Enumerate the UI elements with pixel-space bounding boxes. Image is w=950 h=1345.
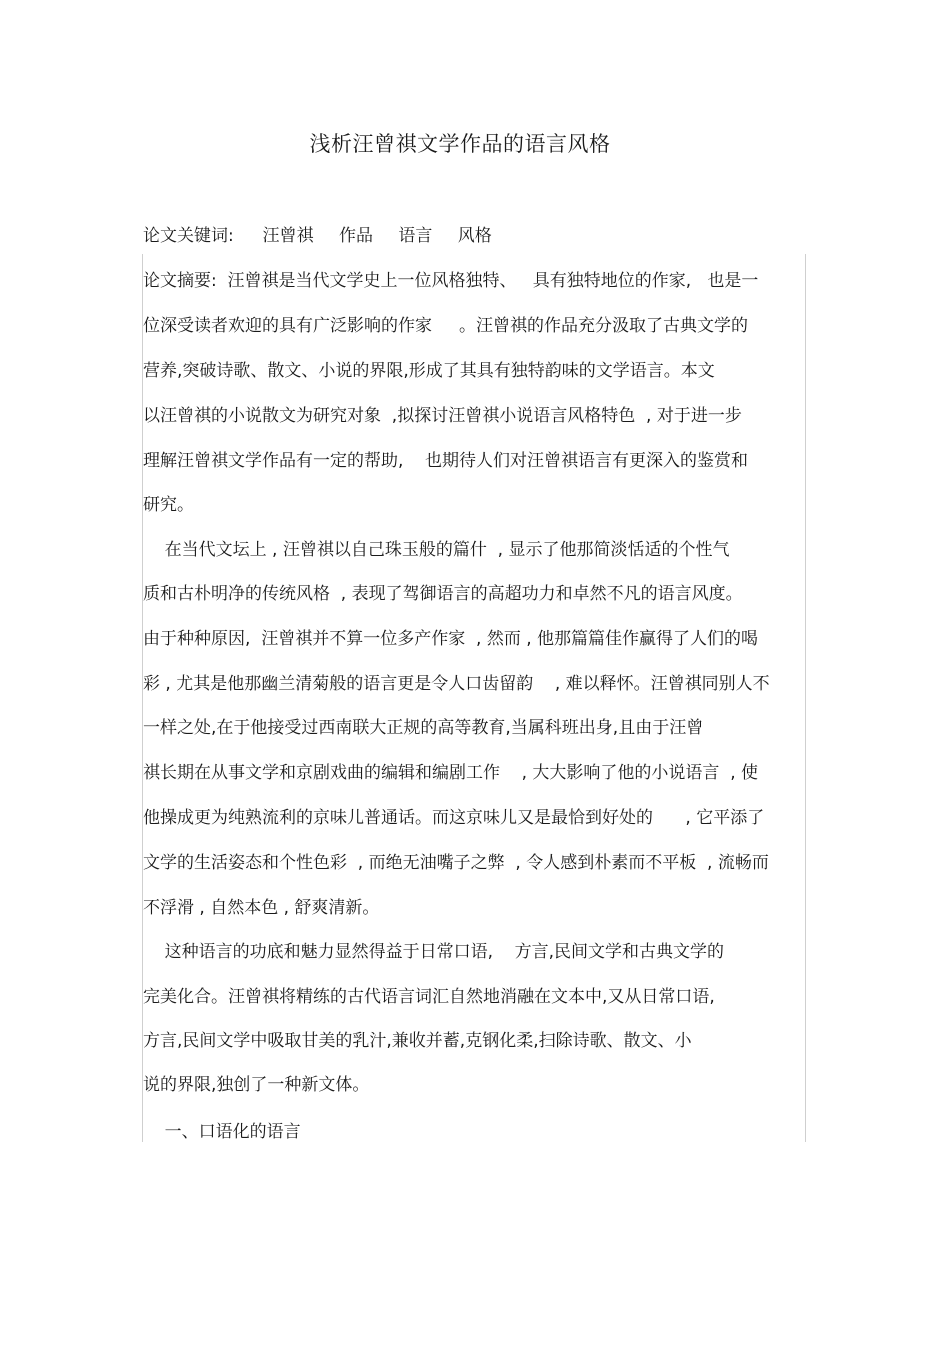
keyword: 作品 <box>338 226 373 246</box>
text-line: 一、口语化的语言 <box>143 1122 301 1142</box>
keyword: 汪曾祺 <box>262 226 314 246</box>
text-line: 质和古朴明净的传统风格 , 表现了驾御语言的高超功力和卓然不凡的语言风度。 <box>143 584 743 604</box>
text-line: 研究。 <box>143 495 194 515</box>
text-line: 位深受读者欢迎的具有广泛影响的作家 。汪曾祺的作品充分汲取了古典文学的 <box>143 316 749 336</box>
text-line: 由于种种原因, 汪曾祺并不算一位多产作家 , 然而 , 他那篇篇佳作赢得了人们的喝 <box>143 629 759 649</box>
text-line: 论文摘要: 汪曾祺是当代文学史上一位风格独特、 具有独特地位的作家, 也是一 <box>143 271 759 291</box>
keywords-line <box>143 222 512 250</box>
text-line: 他操成更为纯熟流利的京味儿普通话。而这京味儿又是最恰到好处的 , 它平添了 <box>143 808 765 828</box>
keyword: 语言 <box>398 226 433 246</box>
text-line: 一样之处,在于他接受过西南联大正规的高等教育,当属科班出身,且由于汪曾 <box>143 718 704 738</box>
text-line: 完美化合。汪曾祺将精练的古代语言词汇自然地消融在文本中,又从日常口语, <box>143 987 715 1007</box>
text-line: 祺长期在从事文学和京剧戏曲的编辑和编剧工作 , 大大影响了他的小说语言 , 使 <box>143 763 759 783</box>
text-line: 营养,突破诗歌、散文、小说的界限,形成了其具有独特韵味的文学语言。本文 <box>143 361 715 381</box>
text-line: 文学的生活姿态和个性色彩 , 而绝无油嘴子之弊 , 令人感到朴素而不平板 , 流畅而 <box>143 853 769 873</box>
text-line: 彩 , 尤其是他那幽兰清菊般的语言更是令人口齿留韵 , 难以释怀。汪曾祺同别人不 <box>143 674 770 694</box>
document-title: 浅析汪曾祺文学作品的语言风格 <box>309 132 611 156</box>
keywords-label: 论文关键词: <box>143 226 234 246</box>
text-line: 这种语言的功底和魅力显然得益于日常口语, 方言,民间文学和古典文学的 <box>143 942 725 962</box>
text-line: 理解汪曾祺文学作品有一定的帮助, 也期待人们对汪曾祺语言有更深入的鉴赏和 <box>143 451 749 471</box>
text-line: 不浮滑 , 自然本色 , 舒爽清新。 <box>143 898 380 918</box>
keyword: 风格 <box>457 226 492 246</box>
text-line: 在当代文坛上 , 汪曾祺以自己珠玉般的篇什 , 显示了他那简淡恬适的个性气 <box>143 540 730 560</box>
text-line: 以汪曾祺的小说散文为研究对象 ,拟探讨汪曾祺小说语言风格特色 , 对于进一步 <box>143 406 742 426</box>
text-line: 说的界限,独创了一种新文体。 <box>143 1075 370 1095</box>
text-line: 方言,民间文学中吸取甘美的乳汁,兼收并蓄,克钢化柔,扫除诗歌、散文、小 <box>143 1031 692 1051</box>
